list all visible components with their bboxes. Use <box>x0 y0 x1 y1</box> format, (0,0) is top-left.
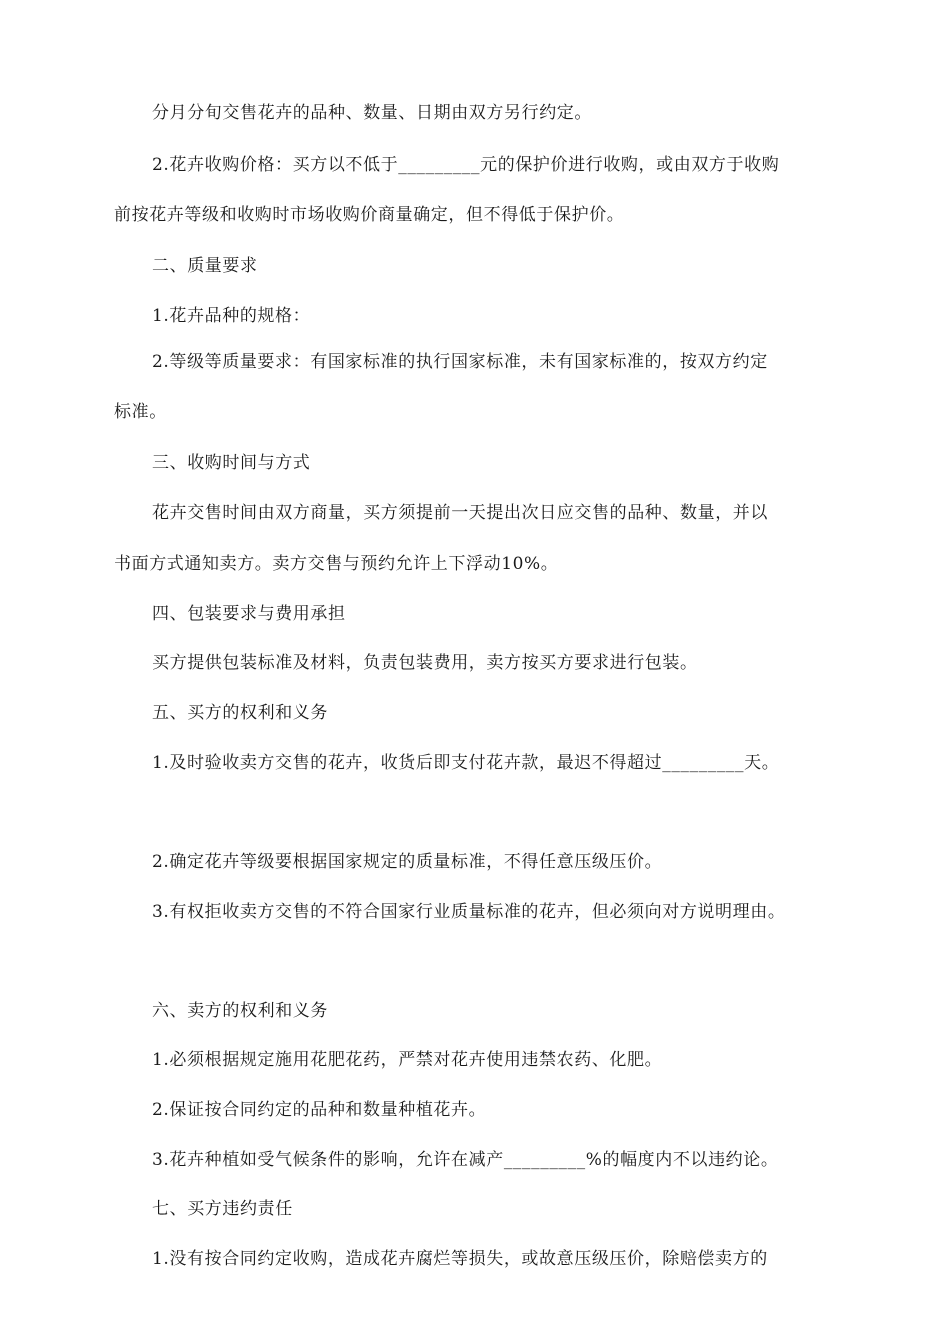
paragraph-line: 书面方式通知卖方。卖方交售与预约允许上下浮动10%。 <box>114 554 559 574</box>
paragraph-line: 2.花卉收购价格：买方以不低于_________元的保护价进行收购，或由双方于收购 <box>152 155 780 175</box>
section-heading: 五、买方的权利和义务 <box>152 703 328 723</box>
section-heading: 七、买方违约责任 <box>152 1199 293 1219</box>
paragraph-line: 买方提供包装标准及材料，负责包装费用，卖方按买方要求进行包装。 <box>152 653 698 673</box>
paragraph-line: 1.及时验收卖方交售的花卉，收货后即支付花卉款，最迟不得超过_________天。 <box>152 753 780 773</box>
paragraph-line: 花卉交售时间由双方商量，买方须提前一天提出次日应交售的品种、数量，并以 <box>152 503 768 523</box>
section-heading: 六、卖方的权利和义务 <box>152 1001 328 1021</box>
section-heading: 四、包装要求与费用承担 <box>152 604 346 624</box>
paragraph-line: 1.没有按合同约定收购，造成花卉腐烂等损失，或故意压级压价，除赔偿卖方的 <box>152 1249 768 1269</box>
paragraph-line: 2.确定花卉等级要根据国家规定的质量标准，不得任意压级压价。 <box>152 852 663 872</box>
paragraph-line: 分月分旬交售花卉的品种、数量、日期由双方另行约定。 <box>152 103 592 123</box>
paragraph-line: 3.花卉种植如受气候条件的影响，允许在减产_________%的幅度内不以违约论。 <box>152 1150 779 1170</box>
paragraph-line: 前按花卉等级和收购时市场收购价商量确定，但不得低于保护价。 <box>114 205 625 225</box>
paragraph-line: 1.花卉品种的规格： <box>152 306 311 326</box>
paragraph-line: 2.等级等质量要求：有国家标准的执行国家标准，未有国家标准的，按双方约定 <box>152 352 768 372</box>
paragraph-line: 1.必须根据规定施用花肥花药，严禁对花卉使用违禁农药、化肥。 <box>152 1050 663 1070</box>
section-heading: 三、收购时间与方式 <box>152 453 311 473</box>
section-heading: 二、质量要求 <box>152 256 258 276</box>
paragraph-line: 2.保证按合同约定的品种和数量种植花卉。 <box>152 1100 487 1120</box>
paragraph-line: 3.有权拒收卖方交售的不符合国家行业质量标准的花卉，但必须向对方说明理由。 <box>152 902 786 922</box>
paragraph-line: 标准。 <box>114 402 167 422</box>
